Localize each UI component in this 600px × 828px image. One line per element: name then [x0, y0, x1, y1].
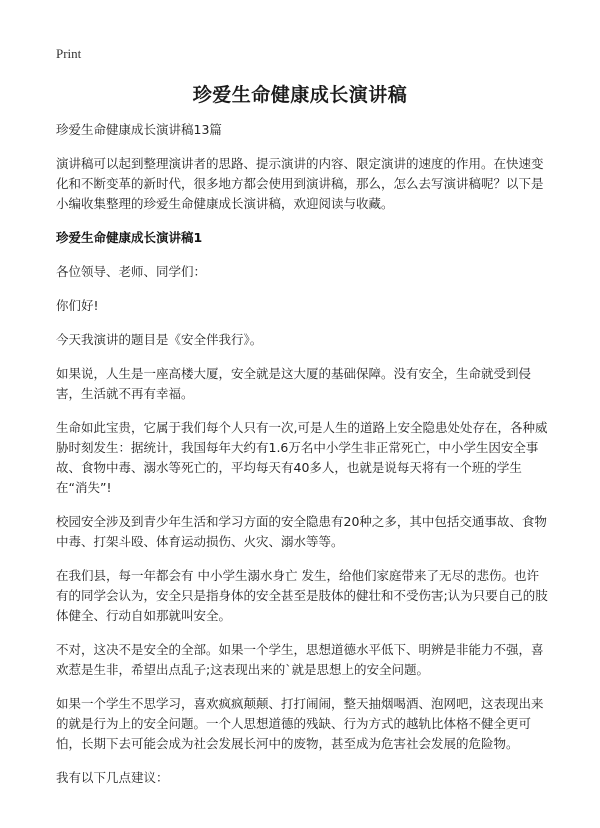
paragraph-campus-safety: 校园安全涉及到青少年生活和学习方面的安全隐患有20种之多，其中包括交通事故、食物中毒、打架斗殴、体育运动损伤、火灾、溺水等等。: [56, 514, 547, 549]
paragraph-behavior: 如果一个学生不思学习，喜欢疯疯颠颠、打打闹闹，整天抽烟喝酒、泡网吧，这表现出来的就是行为上的安全问题。一个人思想道德的残缺、行为方式的越轨比体格不健全更可怕，长期下去可能会成为社会发展长河中的废物，甚至成为危害社会发展的危险物。: [56, 696, 544, 751]
page-title: 珍爱生命健康成长演讲稿: [192, 84, 408, 106]
paragraph-greeting: 各位领导、老师、同学们：: [56, 264, 207, 279]
paragraph-hello: 你们好!: [56, 298, 99, 313]
paragraph-county: 在我们县，每一年都会有 中小学生溺水身亡 发生，给他们家庭带来了无尽的悲伤。也许有的同学会认为，安全只是指身体的安全甚至是肢体的健壮和不受伤害;认为只要自己的肢体健全、行动自如那就叫安全。: [56, 568, 548, 623]
document-subtitle: 珍爱生命健康成长演讲稿13篇: [56, 122, 222, 137]
paragraph-topic: 今天我演讲的题目是《安全伴我行》。: [56, 332, 263, 347]
section-heading: 珍爱生命健康成长演讲稿1: [56, 230, 203, 245]
paragraph-safety-foundation: 如果说，人生是一座高楼大厦，安全就是这大厦的基础保障。没有安全，生命就受到侵害，生活就不再有幸福。: [56, 366, 532, 401]
paragraph-statistics: 生命如此宝贵，它属于我们每个人只有一次,可是人生的道路上安全隐患处处存在，各种威胁时刻发生：据统计，我国每年大约有1.6万名中小学生非正常死亡，中小学生因安全事故、食物中毒、溺水等死亡的，平均每天有40多人，也就是说每天将有一个班的学生在“消失”!: [56, 420, 548, 495]
print-label[interactable]: Print: [56, 46, 82, 61]
document-body: [56, 120, 550, 802]
paragraph-suggestions: 我有以下几点建议：: [56, 770, 169, 785]
paragraph-not-all: 不对，这决不是安全的全部。如果一个学生，思想道德水平低下、明辨是非能力不强，喜欢惹是生非，希望出点乱子;这表现出来的`就是思想上的安全问题。: [56, 642, 544, 677]
intro-paragraph: 演讲稿可以起到整理演讲者的思路、提示演讲的内容、限定演讲的速度的作用。在快速变化和不断变革的新时代，很多地方都会使用到演讲稿，那么，怎么去写演讲稿呢？以下是小编收集整理的珍爱生命健康成长演讲稿，欢迎阅读与收藏。: [56, 156, 544, 211]
